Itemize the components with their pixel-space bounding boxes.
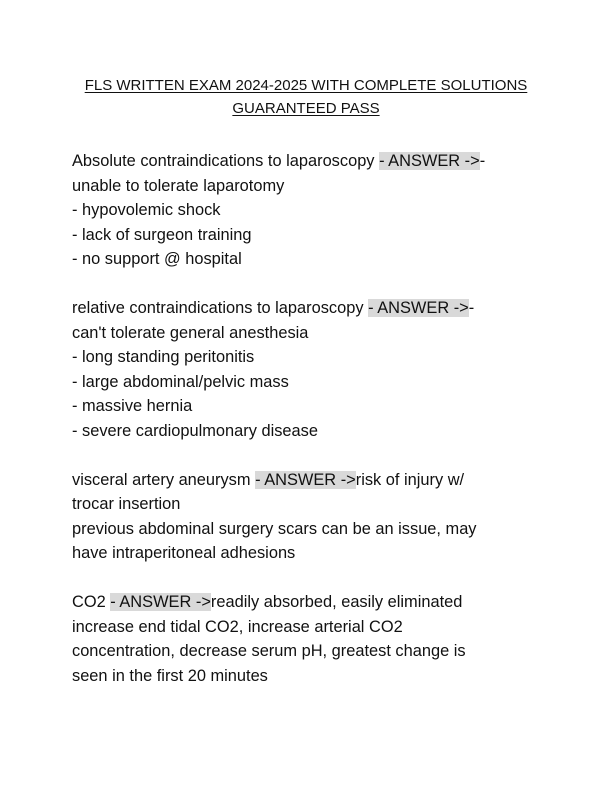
answer-tag: - ANSWER -> bbox=[110, 593, 211, 611]
answer-start: readily absorbed, easily eliminated bbox=[210, 593, 463, 611]
answer-line: increase end tidal CO2, increase arterial CO2 bbox=[72, 617, 403, 636]
answer-line: - massive hernia bbox=[72, 397, 193, 415]
answer-tag: - ANSWER -> bbox=[255, 470, 356, 489]
answer-line: - long standing peritonitis bbox=[72, 348, 255, 366]
answer-line: trocar insertion bbox=[72, 495, 181, 513]
qa-item-visceral-artery-aneurysm bbox=[72, 468, 542, 566]
qa-first-line bbox=[72, 590, 542, 615]
qa-first-line bbox=[72, 296, 542, 321]
qa-item-co2 bbox=[72, 590, 542, 688]
answer-start: - bbox=[468, 299, 475, 317]
question-text: visceral artery aneurysm bbox=[72, 470, 256, 489]
answer-line: - severe cardiopulmonary disease bbox=[72, 421, 318, 440]
answer-line: previous abdominal surgery scars can be an issue, may bbox=[72, 519, 477, 538]
qa-first-line bbox=[72, 468, 542, 493]
qa-item-relative-contraindications bbox=[72, 296, 542, 443]
answer-line: unable to tolerate laparotomy bbox=[72, 176, 285, 195]
answer-line: - hypovolemic shock bbox=[72, 201, 221, 219]
title-line-1: FLS WRITTEN EXAM 2024-2025 WITH COMPLETE SOLUTIONS bbox=[84, 77, 528, 94]
qa-item-absolute-contraindications bbox=[72, 149, 542, 272]
answer-start: risk of injury w/ bbox=[355, 470, 465, 489]
answer-line: seen in the first 20 minutes bbox=[72, 666, 268, 685]
title-line-2: GUARANTEED PASS bbox=[232, 100, 380, 117]
answer-tag: - ANSWER -> bbox=[379, 152, 480, 170]
answer-line: - lack of surgeon training bbox=[72, 225, 252, 244]
answer-tag: - ANSWER -> bbox=[368, 299, 469, 317]
answer-line: concentration, decrease serum pH, greatest change is bbox=[72, 642, 466, 660]
answer-line: have intraperitoneal adhesions bbox=[72, 544, 296, 562]
qa-first-line bbox=[72, 149, 542, 174]
question-text: Absolute contraindications to laparoscopy bbox=[72, 152, 380, 170]
document-title bbox=[60, 74, 552, 120]
question-text: relative contraindications to laparoscopy bbox=[72, 299, 369, 317]
question-text: CO2 bbox=[72, 593, 111, 611]
document-body bbox=[72, 149, 542, 713]
answer-line: - large abdominal/pelvic mass bbox=[72, 372, 289, 391]
answer-start: - bbox=[479, 152, 486, 170]
answer-line: can't tolerate general anesthesia bbox=[72, 323, 309, 342]
answer-line: - no support @ hospital bbox=[72, 250, 242, 268]
